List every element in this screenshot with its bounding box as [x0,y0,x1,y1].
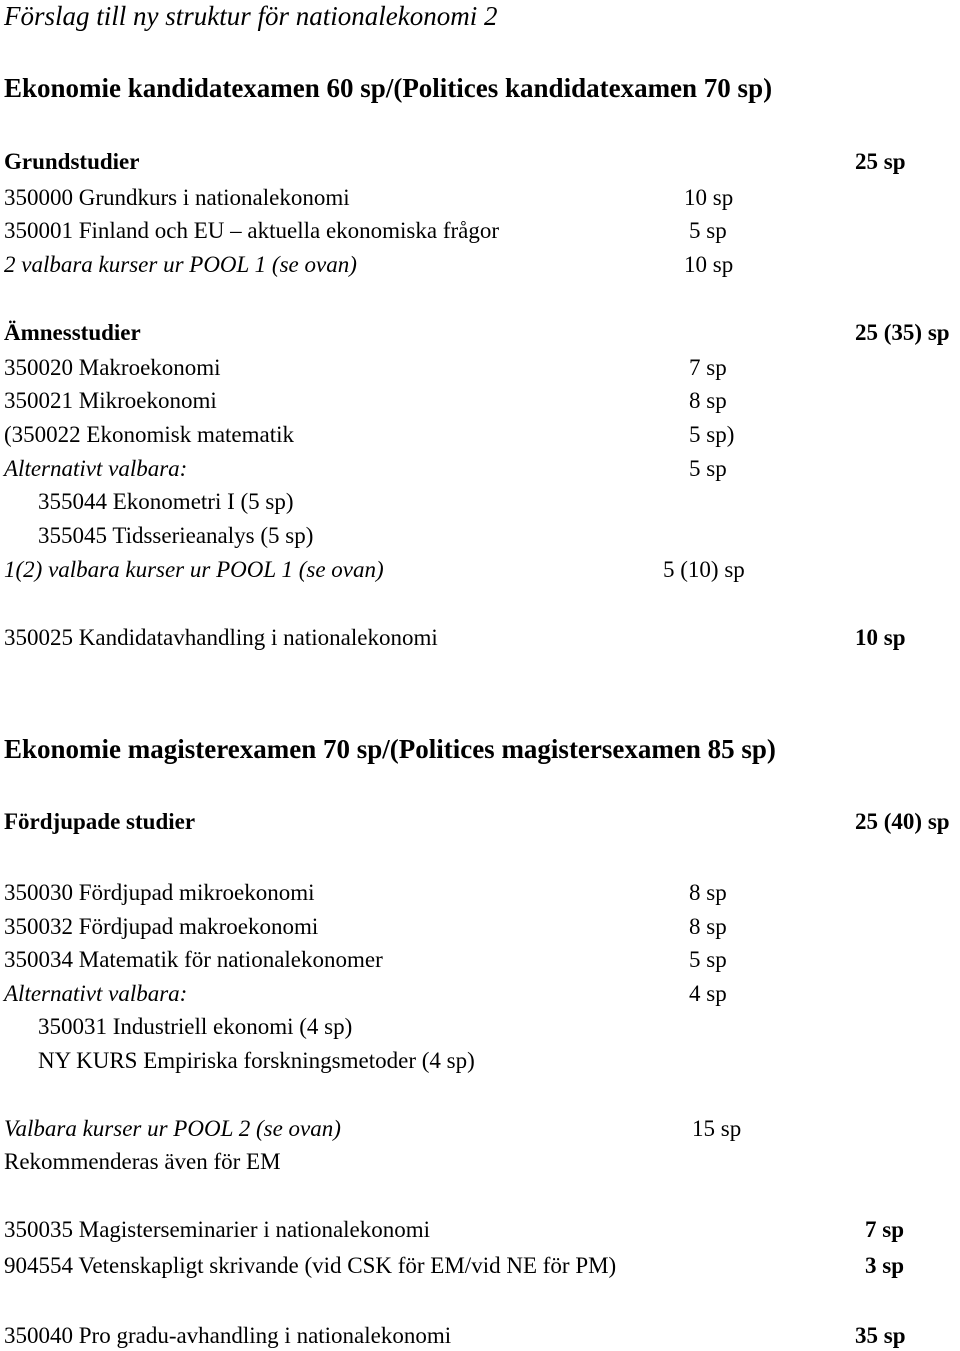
course-name: 350001 Finland och EU – aktuella ekonomiska frågor [4,218,500,243]
course-name: 2 valbara kurser ur POOL 1 (se ovan) [4,252,357,277]
alternative-label: Alternativt valbara: [4,981,188,1006]
course-credits: 8 sp [689,914,727,939]
amnesstudier-label: Ämnesstudier [4,320,141,345]
course-name: 350032 Fördjupad makroekonomi [4,914,319,939]
progradu-name: 350040 Pro gradu-avhandling i nationalekonomi [4,1323,452,1348]
writing-name: 904554 Vetenskapligt skrivande (vid CSK för EM/vid NE för PM) [4,1253,617,1278]
fordjupade-label: Fördjupade studier [4,809,196,834]
course-name: 350030 Fördjupad mikroekonomi [4,880,315,905]
course-credits: 8 sp [689,880,727,905]
kandidat-heading: Ekonomie kandidatexamen 60 sp/(Politices kandidatexamen 70 sp) [4,73,773,103]
course-credits: 5 (10) sp [663,557,745,582]
grundstudier-label: Grundstudier [4,149,140,174]
course-credits: 10 sp [684,185,734,210]
document-title: Förslag till ny struktur för nationalekonomi 2 [4,1,498,31]
pool2-note: Rekommenderas även för EM [4,1149,281,1174]
alternative-label: Alternativt valbara: [4,456,188,481]
course-name: 350034 Matematik för nationalekonomer [4,947,383,972]
course-option: 355045 Tidsserieanalys (5 sp) [38,523,314,548]
magister-heading: Ekonomie magisterexamen 70 sp/(Politices magistersexamen 85 sp) [4,734,776,764]
course-name: 350021 Mikroekonomi [4,388,217,413]
course-credits: 4 sp [689,981,727,1006]
course-credits: 5 sp [689,456,727,481]
fordjupade-total: 25 (40) sp [855,809,950,834]
seminar-name: 350035 Magisterseminarier i nationalekonomi [4,1217,431,1242]
course-credits: 5 sp [689,947,727,972]
pool2-credits: 15 sp [692,1116,742,1141]
course-option: 355044 Ekonometri I (5 sp) [38,489,294,514]
course-name: 350020 Makroekonomi [4,355,221,380]
pool2-name: Valbara kurser ur POOL 2 (se ovan) [4,1116,341,1141]
course-name: (350022 Ekonomisk matematik [4,422,295,447]
grundstudier-total: 25 sp [855,149,906,174]
course-credits: 5 sp) [689,422,735,447]
progradu-credits: 35 sp [855,1323,906,1348]
course-name: 1(2) valbara kurser ur POOL 1 (se ovan) [4,557,384,582]
course-credits: 8 sp [689,388,727,413]
course-credits: 5 sp [689,218,727,243]
course-option: 350031 Industriell ekonomi (4 sp) [38,1014,353,1039]
writing-credits: 3 sp [865,1253,904,1278]
seminar-credits: 7 sp [865,1217,904,1242]
amnesstudier-total: 25 (35) sp [855,320,950,345]
thesis-name: 350025 Kandidatavhandling i nationalekonomi [4,625,438,650]
course-credits: 10 sp [684,252,734,277]
course-credits: 7 sp [689,355,727,380]
course-name: 350000 Grundkurs i nationalekonomi [4,185,350,210]
thesis-credits: 10 sp [855,625,906,650]
course-option: NY KURS Empiriska forskningsmetoder (4 sp) [38,1048,475,1073]
